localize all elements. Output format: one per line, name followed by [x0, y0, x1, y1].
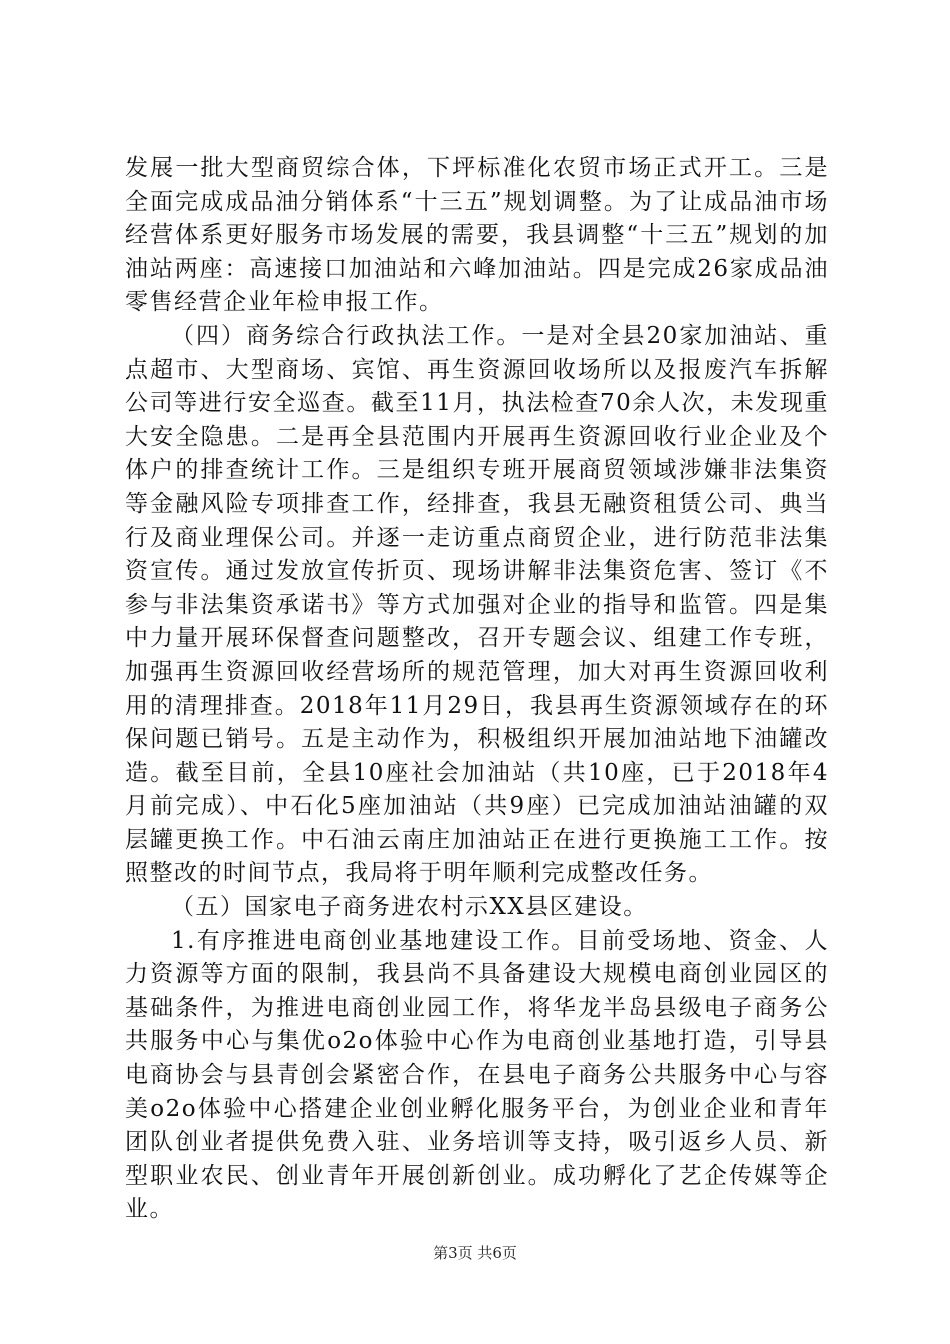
body-text — [125, 152, 829, 1227]
page-footer: 第3页 共6页 — [433, 1244, 517, 1262]
paragraph-continuation: 发展一批大型商贸综合体，下坪标准化农贸市场正式开工。三是全面完成成品油分销体系“十三五”规划调整。为了让成品油市场经营体系更好服务市场发展的需要，我县调整“十三五”规划的加油站两座：高速接口加油站和六峰加油站。四是完成26家成品油零售经营企业年检申报工作。 — [125, 155, 829, 316]
paragraph-section-five-heading: （五）国家电子商务进农村示XX县区建设。 — [171, 894, 648, 921]
paragraph-section-four: （四）商务综合行政执法工作。一是对全县20家加油站、重点超市、大型商场、宾馆、再生资源回收场所以及报废汽车拆解公司等进行安全巡查。截至11月，执法检查70余人次，未发现重大安全隐患。二是再全县范围内开展再生资源回收行业企业及个体户的排查统计工作。三是组织专班开展商贸领域涉嫌非法集资等金融风险专项排查工作，经排查，我县无融资租赁公司、典当行及商业理保公司。并逐一走访重点商贸企业，进行防范非法集资宣传。通过发放宣传折页、现场讲解非法集资危害、签订《不参与非法集资承诺书》等方式加强对企业的指导和监管。四是集中力量开展环保督查问题整改，召开专题会议、组建工作专班，加强再生资源回收经营场所的规范管理，加大对再生资源回收利用的清理排查。2018年11月29日，我县再生资源领域存在的环保问题已销号。五是主动作为，积极组织开展加油站地下油罐改造。截至目前，全县10座社会加油站（共10座，已于2018年4月前完成）、中石化5座加油站（共9座）已完成加油站油罐的双层罐更换工作。中石油云南庄加油站正在进行更换施工工作。按照整改的时间节点，我局将于明年顺利完成整改任务。 — [125, 322, 829, 887]
paragraph-item-one: 1.有序推进电商创业基地建设工作。目前受场地、资金、人力资源等方面的限制，我县尚不具备建设大规模电商创业园区的基础条件，为推进电商创业园工作，将华龙半岛县级电子商务公共服务中心与集优o2o体验中心作为电商创业基地打造，引导县电商协会与县青创会紧密合作，在县电子商务公共服务中心与容美o2o体验中心搭建企业创业孵化服务平台，为创业企业和青年团队创业者提供免费入驻、业务培训等支持，吸引返乡人员、新型职业农民、创业青年开展创新创业。成功孵化了艺企传媒等企业。 — [125, 927, 829, 1223]
